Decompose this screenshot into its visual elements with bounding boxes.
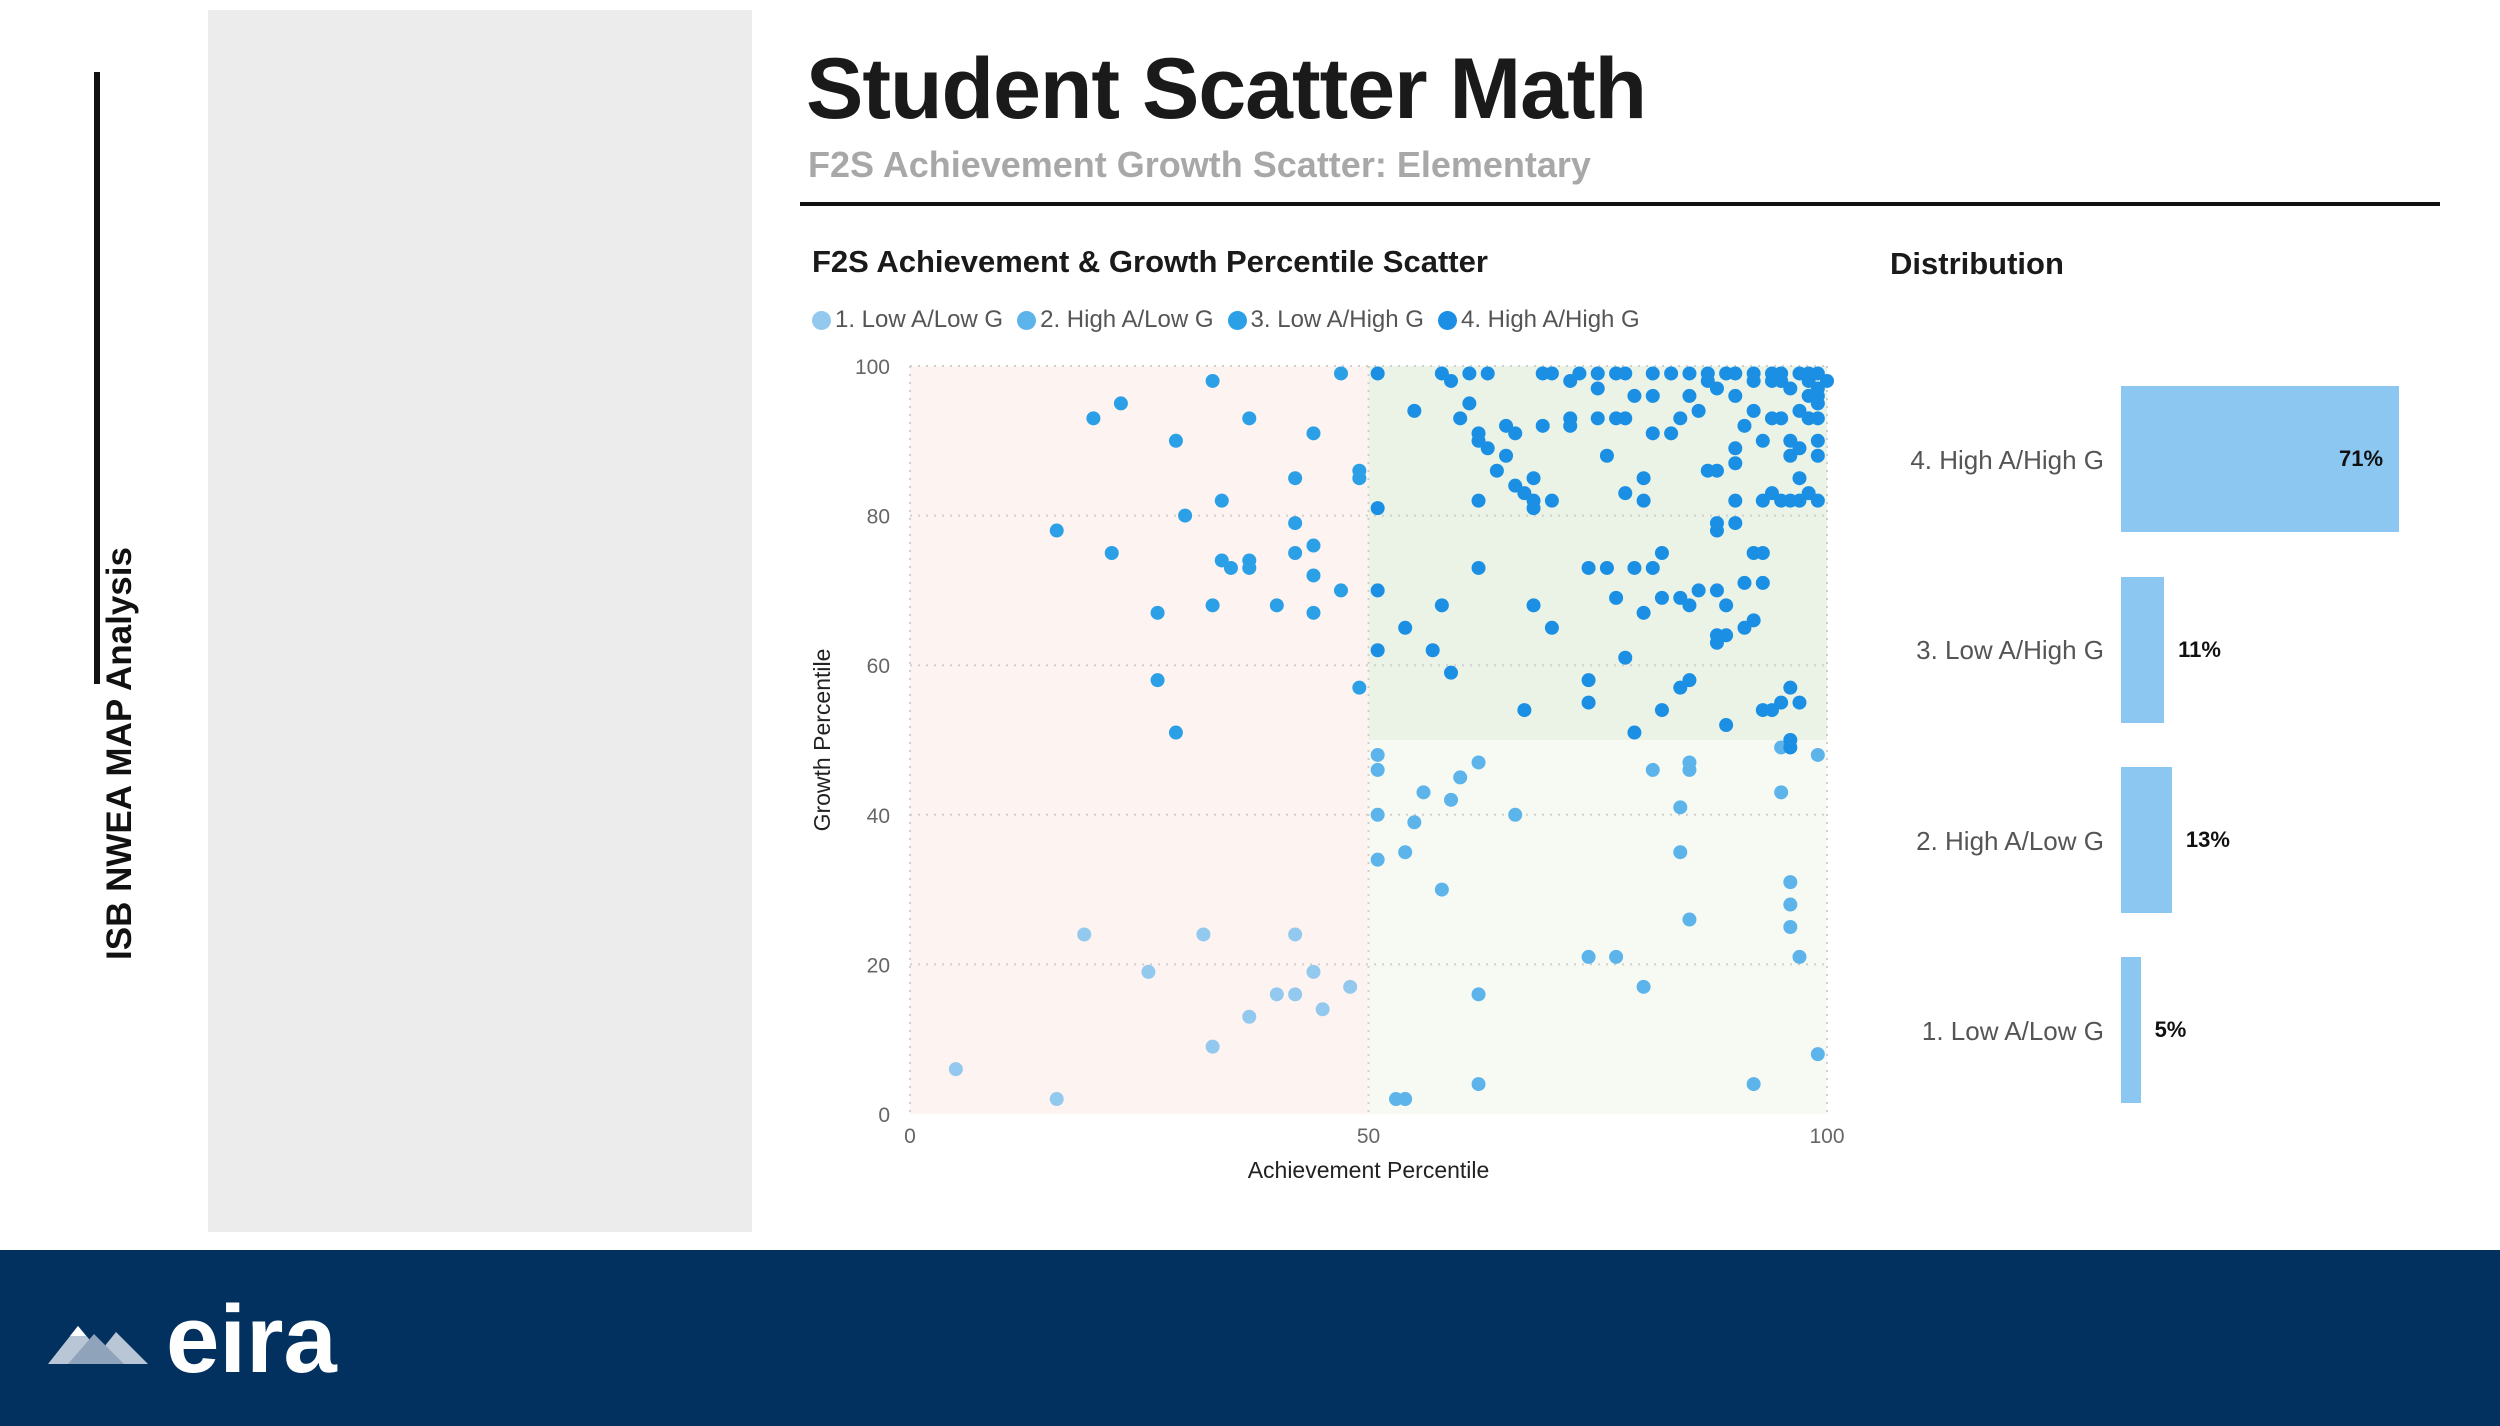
bar-label-q4: 4. High A/High G: [1910, 445, 2104, 475]
y-tick-label: 80: [866, 505, 890, 529]
scatter-point-q4: [1618, 411, 1632, 425]
scatter-point-q3: [1114, 396, 1128, 410]
scatter-point-q4: [1591, 411, 1605, 425]
scatter-point-q4: [1646, 561, 1660, 575]
scatter-point-q4: [1453, 411, 1467, 425]
scatter-point-q4: [1811, 494, 1825, 508]
scatter-point-q1: [1141, 965, 1155, 979]
scatter-point-q4: [1655, 546, 1669, 560]
scatter-point-q3: [1169, 726, 1183, 740]
y-tick-label: 20: [866, 954, 890, 978]
scatter-point-q3: [1352, 681, 1366, 695]
scatter-point-q2: [1646, 763, 1660, 777]
scatter-point-q2: [1747, 1077, 1761, 1091]
scatter-point-q4: [1472, 494, 1486, 508]
scatter-point-q4: [1811, 411, 1825, 425]
scatter-point-q3: [1334, 583, 1348, 597]
scatter-point-q4: [1682, 673, 1696, 687]
scatter-point-q4: [1719, 598, 1733, 612]
scatter-point-q4: [1737, 576, 1751, 590]
quadrant-high-a-low-g: [1369, 740, 1828, 1114]
bar-value-q4: 71%: [2339, 446, 2384, 471]
page-subtitle: F2S Achievement Growth Scatter: Elementary: [808, 144, 1591, 185]
scatter-point-q1: [1242, 1010, 1256, 1024]
scatter-point-q2: [1783, 920, 1797, 934]
scatter-point-q3: [1306, 568, 1320, 582]
scatter-title: F2S Achievement & Growth Percentile Scatter: [812, 244, 1488, 279]
scatter-point-q4: [1435, 598, 1449, 612]
scatter-point-q4: [1462, 396, 1476, 410]
bar-label-q1: 1. Low A/Low G: [1921, 1016, 2104, 1046]
scatter-point-q2: [1444, 793, 1458, 807]
scatter-point-q2: [1371, 748, 1385, 762]
scatter-point-q4: [1737, 419, 1751, 433]
scatter-point-q3: [1242, 561, 1256, 575]
eira-logo: [48, 1286, 337, 1393]
scatter-point-q2: [1398, 1092, 1412, 1106]
scatter-point-q1: [1343, 980, 1357, 994]
scatter-point-q4: [1536, 419, 1550, 433]
scatter-point-q4: [1545, 621, 1559, 635]
legend-label-q2: 2. High A/Low G: [1040, 306, 1214, 333]
scatter-point-q2: [1371, 853, 1385, 867]
footer-banner: [0, 1250, 2500, 1426]
scatter-point-q2: [1609, 950, 1623, 964]
legend-label-q1: 1. Low A/Low G: [835, 306, 1004, 333]
scatter-point-q4: [1600, 449, 1614, 463]
y-tick-label: 0: [878, 1104, 890, 1127]
scatter-point-q4: [1444, 666, 1458, 680]
scatter-point-q4: [1444, 374, 1458, 388]
bar-value-q1: 5%: [2154, 1017, 2187, 1042]
scatter-point-q4: [1618, 651, 1632, 665]
scatter-point-q4: [1655, 591, 1669, 605]
bar-q2[interactable]: [2121, 767, 2172, 913]
scatter-point-q4: [1728, 456, 1742, 470]
scatter-point-q4: [1728, 366, 1742, 380]
scatter-point-q3: [1224, 561, 1238, 575]
x-axis-title: Achievement Percentile: [1247, 1157, 1490, 1183]
scatter-point-q4: [1673, 411, 1687, 425]
scatter-point-q2: [1371, 808, 1385, 822]
scatter-point-q3: [1334, 366, 1348, 380]
legend-label-q4: 4. High A/High G: [1460, 306, 1640, 333]
scatter-point-q4: [1710, 524, 1724, 538]
scatter-point-q3: [1105, 546, 1119, 560]
scatter-point-q4: [1618, 366, 1632, 380]
scatter-point-q4: [1618, 486, 1632, 500]
scatter-point-q2: [1453, 770, 1467, 784]
x-tick-label: 0: [904, 1125, 916, 1148]
scatter-point-q4: [1582, 673, 1596, 687]
scatter-point-q4: [1646, 366, 1660, 380]
scatter-point-q4: [1572, 366, 1586, 380]
scatter-point-q4: [1710, 583, 1724, 597]
scatter-point-q3: [1352, 471, 1366, 485]
scatter-point-q4: [1508, 426, 1522, 440]
scatter-point-q4: [1783, 681, 1797, 695]
scatter-point-q4: [1472, 561, 1486, 575]
scatter-point-q4: [1517, 703, 1531, 717]
scatter-point-q4: [1747, 613, 1761, 627]
scatter-point-q4: [1426, 643, 1440, 657]
scatter-point-q4: [1627, 389, 1641, 403]
scatter-point-q4: [1627, 561, 1641, 575]
scatter-point-q4: [1646, 389, 1660, 403]
scatter-point-q3: [1206, 374, 1220, 388]
scatter-point-q2: [1783, 898, 1797, 912]
legend-label-q3: 3. Low A/High G: [1250, 306, 1424, 333]
scatter-point-q2: [1508, 808, 1522, 822]
scatter-point-q2: [1673, 845, 1687, 859]
scatter-point-q4: [1655, 703, 1669, 717]
y-tick-label: 100: [854, 356, 890, 379]
scatter-point-q4: [1664, 426, 1678, 440]
scatter-point-q1: [1288, 927, 1302, 941]
scatter-point-q3: [1270, 598, 1284, 612]
distribution-title: Distribution: [1890, 246, 2064, 281]
scatter-point-q3: [1215, 494, 1229, 508]
scatter-point-q4: [1371, 501, 1385, 515]
scatter-point-q3: [1178, 509, 1192, 523]
page-title: Student Scatter Math: [806, 41, 1647, 137]
scatter-point-q4: [1747, 404, 1761, 418]
scatter-point-q4: [1646, 426, 1660, 440]
scatter-point-q4: [1682, 366, 1696, 380]
scatter-point-q1: [1050, 1092, 1064, 1106]
scatter-point-q4: [1371, 643, 1385, 657]
scatter-point-q4: [1527, 501, 1541, 515]
scatter-point-q4: [1563, 419, 1577, 433]
scatter-point-q4: [1719, 628, 1733, 642]
x-tick-label: 50: [1356, 1125, 1381, 1148]
scatter-point-q4: [1756, 546, 1770, 560]
scatter-point-q2: [1398, 845, 1412, 859]
scatter-point-q4: [1664, 366, 1678, 380]
scatter-point-q1: [1270, 987, 1284, 1001]
scatter-point-q4: [1527, 471, 1541, 485]
scatter-point-q4: [1582, 696, 1596, 710]
scatter-point-q3: [1206, 598, 1220, 612]
scatter-point-q4: [1609, 591, 1623, 605]
scatter-point-q3: [1086, 411, 1100, 425]
bar-q1[interactable]: [2121, 957, 2141, 1103]
scatter-point-q3: [1288, 516, 1302, 530]
scatter-point-q2: [1582, 950, 1596, 964]
bar-label-q2: 2. High A/Low G: [1916, 826, 2104, 856]
bar-q3[interactable]: [2121, 577, 2164, 723]
scatter-point-q3: [1288, 471, 1302, 485]
scatter-point-q1: [1196, 927, 1210, 941]
scatter-point-q4: [1728, 516, 1742, 530]
scatter-point-q1: [949, 1062, 963, 1076]
scatter-point-q1: [1316, 1002, 1330, 1016]
scatter-point-q2: [1472, 755, 1486, 769]
scatter-point-q4: [1591, 366, 1605, 380]
y-axis-title: Growth Percentile: [809, 648, 835, 832]
scatter-point-q3: [1306, 426, 1320, 440]
scatter-point-q3: [1306, 606, 1320, 620]
scatter-point-q4: [1783, 740, 1797, 754]
scatter-point-q4: [1371, 366, 1385, 380]
scatter-point-q3: [1242, 411, 1256, 425]
scatter-point-q2: [1371, 763, 1385, 777]
scatter-point-q1: [1288, 987, 1302, 1001]
scatter-point-q3: [1151, 673, 1165, 687]
scatter-point-q4: [1728, 441, 1742, 455]
scatter-point-q1: [1077, 927, 1091, 941]
scatter-point-q2: [1682, 913, 1696, 927]
scatter-point-q3: [1306, 539, 1320, 553]
scatter-point-q4: [1719, 718, 1733, 732]
scatter-point-q4: [1481, 441, 1495, 455]
scatter-point-q2: [1407, 815, 1421, 829]
scatter-point-q2: [1774, 785, 1788, 799]
scatter-point-q2: [1682, 763, 1696, 777]
scatter-point-q4: [1774, 411, 1788, 425]
scatter-point-q4: [1398, 621, 1412, 635]
scatter-point-q4: [1582, 561, 1596, 575]
scatter-point-q3: [1050, 524, 1064, 538]
scatter-point-q4: [1692, 583, 1706, 597]
scatter-point-q4: [1545, 366, 1559, 380]
scatter-point-q2: [1673, 800, 1687, 814]
scatter-point-q4: [1710, 464, 1724, 478]
scatter-point-q2: [1472, 987, 1486, 1001]
scatter-point-q1: [1206, 1040, 1220, 1054]
scatter-point-q4: [1774, 696, 1788, 710]
scatter-point-q4: [1591, 381, 1605, 395]
scatter-point-q4: [1637, 494, 1651, 508]
scatter-point-q4: [1756, 576, 1770, 590]
scatter-point-q4: [1692, 404, 1706, 418]
scatter-point-q2: [1792, 950, 1806, 964]
scatter-point-q2: [1811, 1047, 1825, 1061]
x-tick-label: 100: [1809, 1125, 1845, 1148]
scatter-point-q2: [1417, 785, 1431, 799]
scatter-point-q4: [1462, 366, 1476, 380]
scatter-point-q4: [1682, 389, 1696, 403]
scatter-point-q4: [1545, 494, 1559, 508]
scatter-point-q4: [1747, 374, 1761, 388]
scatter-point-q1: [1306, 965, 1320, 979]
scatter-point-q3: [1288, 546, 1302, 560]
bar-value-q3: 11%: [2178, 637, 2221, 662]
scatter-point-q4: [1490, 464, 1504, 478]
scatter-point-q4: [1783, 381, 1797, 395]
report-vertical-title: ISB NWEA MAP Analysis: [100, 547, 139, 960]
scatter-point-q4: [1407, 404, 1421, 418]
scatter-point-q2: [1472, 1077, 1486, 1091]
scatter-point-q4: [1792, 696, 1806, 710]
logo-wordmark: eira: [166, 1286, 337, 1393]
scatter-point-q4: [1820, 374, 1834, 388]
scatter-point-q4: [1600, 561, 1614, 575]
scatter-point-q4: [1637, 471, 1651, 485]
scatter-point-q4: [1371, 583, 1385, 597]
scatter-point-q4: [1811, 396, 1825, 410]
scatter-point-q3: [1151, 606, 1165, 620]
mountain-logo-icon: [48, 1314, 148, 1366]
scatter-point-q3: [1169, 434, 1183, 448]
scatter-point-q2: [1811, 748, 1825, 762]
scatter-point-q4: [1710, 381, 1724, 395]
bar-value-q2: 13%: [2185, 827, 2230, 852]
scatter-point-q2: [1637, 980, 1651, 994]
scatter-point-q4: [1637, 606, 1651, 620]
scatter-point-q4: [1728, 389, 1742, 403]
scatter-point-q4: [1527, 598, 1541, 612]
scatter-point-q2: [1783, 875, 1797, 889]
scatter-point-q4: [1499, 449, 1513, 463]
scatter-point-q2: [1435, 883, 1449, 897]
scatter-point-q4: [1682, 598, 1696, 612]
scatter-point-q4: [1627, 726, 1641, 740]
y-tick-label: 40: [866, 804, 890, 828]
bar-label-q3: 3. Low A/High G: [1916, 635, 2104, 665]
y-tick-label: 60: [866, 655, 890, 679]
scatter-point-q4: [1728, 494, 1742, 508]
scatter-point-q4: [1481, 366, 1495, 380]
